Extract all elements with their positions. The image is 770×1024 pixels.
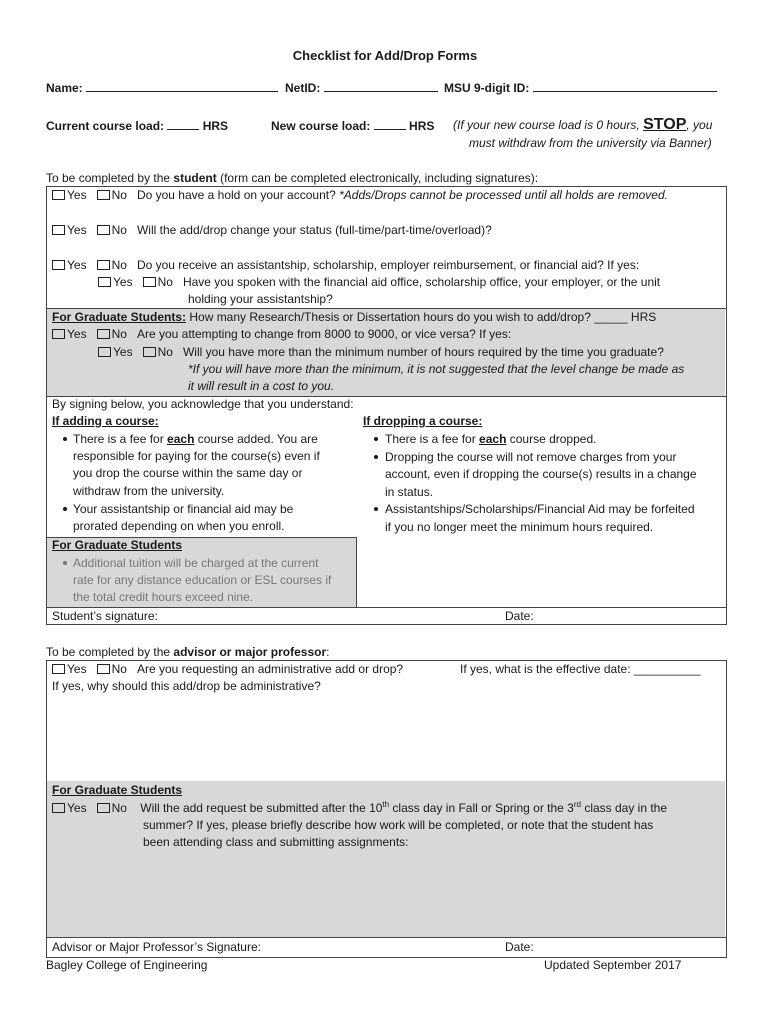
administrative-question: Yes No Are you requesting an administrative add or drop? (52, 662, 403, 676)
zero-load-note-line2: must withdraw from the university via Banner) (469, 136, 712, 150)
add-fee-line4: withdraw from the university. (73, 484, 225, 498)
current-load-row (46, 118, 228, 133)
netid-label: NetID: (285, 81, 321, 95)
administrative-reason-label: If yes, why should this add/drop be administrative? (52, 679, 321, 693)
current-load-hrs: HRS (202, 119, 229, 133)
aid-followup-line2: holding your assistantship? (188, 292, 333, 306)
add-grad-line2: rate for any distance education or ESL courses if (73, 573, 332, 587)
add-aid-line1: Your assistantship or financial aid may be (73, 502, 294, 516)
new-load-row (271, 118, 434, 133)
msu-id-field[interactable] (533, 80, 717, 92)
bullet-icon (63, 561, 67, 565)
level-change-note-line2: it will result in a cost to you. (188, 379, 335, 393)
hold-no-checkbox[interactable] (97, 190, 110, 200)
aid-followup-yes-checkbox[interactable] (98, 277, 111, 287)
minimum-hours-question: Yes No Will you have more than the minimum number of hours required by the time you graduate? (98, 345, 664, 359)
advisor-grad-line2: summer? If yes, please briefly describe how work will be completed, or note that the student has (143, 818, 654, 832)
add-grad-line1: Additional tuition will be charged at the current (73, 556, 319, 570)
bullet-icon (63, 507, 67, 511)
student-date-label: Date: (505, 609, 534, 623)
bullet-icon (63, 437, 67, 441)
new-load-field[interactable] (374, 118, 406, 130)
name-label: Name: (46, 81, 83, 95)
aid-no-checkbox[interactable] (97, 260, 110, 270)
acknowledgement-text: By signing below, you acknowledge that you understand: (52, 397, 354, 411)
status-no-checkbox[interactable] (97, 225, 110, 235)
add-grad-heading: For Graduate Students (52, 538, 183, 552)
adding-heading: If adding a course: (52, 414, 159, 428)
footer-updated: Updated September 2017 (544, 958, 682, 972)
drop-aid-line2: if you no longer meet the minimum hours required. (385, 520, 654, 534)
drop-charges-line1: Dropping the course will not remove charges from your (385, 450, 677, 464)
aid-yes-checkbox[interactable] (52, 260, 65, 270)
msu-id-row (444, 80, 717, 95)
bullet-icon (374, 507, 378, 511)
bullet-icon (374, 455, 378, 459)
aid-followup-question: Yes No Have you spoken with the financial aid office, scholarship office, your employer, or the unit (98, 275, 660, 289)
admin-yes-checkbox[interactable] (52, 664, 65, 674)
advisor-grad-line3: been attending class and submitting assignments: (143, 835, 409, 849)
advisor-signature-label: Advisor or Major Professor’s Signature: (52, 940, 261, 954)
add-fee-line3: you drop the course within the same day or (73, 466, 303, 480)
name-field[interactable] (86, 80, 278, 92)
late-add-yes-checkbox[interactable] (52, 803, 65, 813)
level-change-question: Yes No Are you attempting to change from 8000 to 9000, or vice versa? If yes: (52, 327, 511, 341)
level-change-note: *If you will have more than the minimum, it is not suggested that the level change be made as (188, 362, 685, 376)
msu-id-label: MSU 9-digit ID: (444, 81, 530, 95)
current-load-label: Current course load: (46, 119, 165, 133)
add-fee-line1: There is a fee for each course added. You are (73, 432, 318, 446)
level-no-checkbox[interactable] (97, 329, 110, 339)
add-grad-line3: the total credit hours exceed nine. (73, 590, 254, 604)
netid-row (285, 80, 438, 95)
current-load-field[interactable] (167, 118, 199, 130)
minimum-yes-checkbox[interactable] (98, 347, 111, 357)
drop-charges-line3: in status. (385, 485, 434, 499)
aid-followup-no-checkbox[interactable] (143, 277, 156, 287)
add-fee-line2: responsible for paying for the course(s) even if (73, 449, 320, 463)
new-load-label: New course load: (271, 119, 371, 133)
aid-question: Yes No Do you receive an assistantship, scholarship, employer reimbursement, or financial aid? If yes: (52, 258, 639, 272)
student-signature-label: Student’s signature: (52, 609, 158, 623)
hold-yes-checkbox[interactable] (52, 190, 65, 200)
bullet-icon (374, 437, 378, 441)
footer-college: Bagley College of Engineering (46, 958, 208, 972)
zero-load-note: (If your new course load is 0 hours, STOP, you (453, 116, 713, 133)
student-intro: To be completed by the student (form can be completed electronically, including signatures): (46, 171, 539, 185)
admin-no-checkbox[interactable] (97, 664, 110, 674)
page-title: Checklist for Add/Drop Forms (292, 48, 478, 63)
level-yes-checkbox[interactable] (52, 329, 65, 339)
dropping-heading: If dropping a course: (363, 414, 483, 428)
hold-question: Yes No Do you have a hold on your account? *Adds/Drops cannot be processed until all holds are removed. (52, 188, 668, 202)
effective-date-field[interactable]: If yes, what is the effective date: __________ (460, 662, 701, 676)
advisor-grad-heading: For Graduate Students (52, 783, 183, 797)
advisor-grad-question: Yes No Will the add request be submitted after the 10th class day in Fall or Spring or the 3rd class day in the (52, 800, 667, 815)
drop-aid-line1: Assistantships/Scholarships/Financial Aid may be forfeited (385, 502, 695, 516)
stop-word: STOP (643, 116, 687, 133)
late-add-no-checkbox[interactable] (97, 803, 110, 813)
add-aid-line2: prorated depending on when you enroll. (73, 519, 285, 533)
drop-charges-line2: account, even if dropping the course(s) results in a change (385, 467, 697, 481)
grad-hours-question: For Graduate Students: How many Research/Thesis or Dissertation hours do you wish to add/drop? _____ HRS (52, 310, 657, 324)
netid-field[interactable] (324, 80, 438, 92)
advisor-date-label: Date: (505, 940, 534, 954)
drop-fee-line: There is a fee for each course dropped. (385, 432, 597, 446)
status-yes-checkbox[interactable] (52, 225, 65, 235)
new-load-hrs: HRS (409, 119, 435, 133)
advisor-intro: To be completed by the advisor or major professor: (46, 645, 330, 659)
minimum-no-checkbox[interactable] (143, 347, 156, 357)
name-row (46, 80, 278, 95)
status-question: Yes No Will the add/drop change your status (full-time/part-time/overload)? (52, 223, 492, 237)
